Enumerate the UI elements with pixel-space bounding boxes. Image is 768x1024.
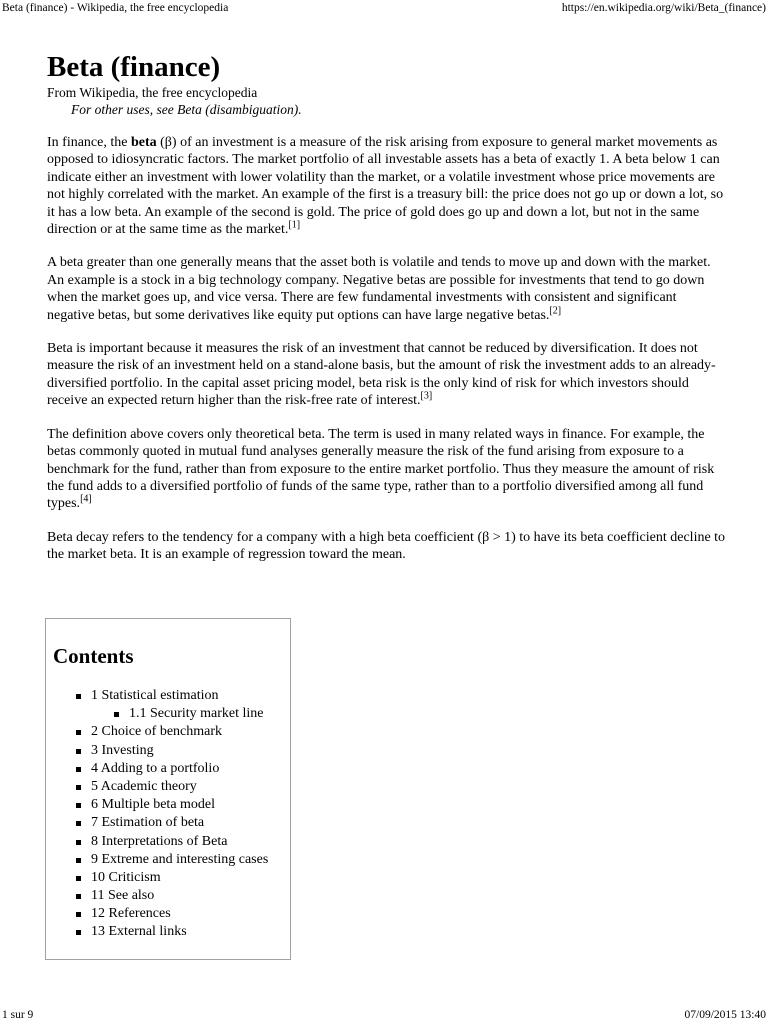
page-number: 1 sur 9 — [2, 1009, 34, 1021]
reference-link[interactable]: [2] — [549, 305, 562, 316]
toc-item[interactable] — [76, 723, 268, 741]
toc-item-label[interactable]: 12 References — [91, 906, 171, 922]
toc-item-label[interactable]: 11 See also — [91, 888, 155, 904]
paragraph-text: Beta decay refers to the tendency for a company with a high beta coefficient (β > 1) to have its beta coefficient decline to the market beta. It is an example of regression toward the mean. — [47, 529, 726, 563]
toc-list — [76, 687, 268, 942]
bullet-icon — [76, 694, 81, 699]
toc-item-label[interactable]: 2 Choice of benchmark — [91, 724, 223, 740]
toc-item-label[interactable]: 10 Criticism — [91, 869, 161, 885]
toc-item[interactable] — [76, 742, 268, 760]
site-subtitle: From Wikipedia, the free encyclopedia — [47, 85, 258, 100]
toc-item[interactable] — [76, 778, 268, 796]
bullet-icon — [76, 803, 81, 808]
paragraph-greater-than-one — [47, 254, 727, 324]
paragraph-definition — [47, 426, 727, 513]
toc-item[interactable] — [76, 887, 268, 905]
bullet-icon — [76, 894, 81, 899]
bullet-icon — [76, 876, 81, 881]
paragraph-text: The definition above covers only theoretical beta. The term is used in many related ways in finance. For example, the betas commonly quoted in mutual fund analyses generally measure the risk of the fund arising from exposure to a benchmark for the fund, rather than from exposure to the entire market portfolio. Thus they measure the amount of risk the fund adds to a diversified portfolio of funds of the same type, rather than to a portfolio diversified among all fund types. — [47, 426, 715, 512]
reference-link[interactable]: [4] — [80, 493, 92, 505]
paragraph-text: Beta is important because it measures the risk of an investment that cannot be reduced by diversification. It does not measure the risk of an investment held on a stand-alone basis, but the amount of risk the investment adds to an already-diversified portfolio. In the capital asset pricing model, beta risk is the only kind of risk for which investors should receive an expected return higher than the risk-free rate of interest. — [47, 341, 716, 409]
toc-title: Contents — [53, 644, 134, 668]
bullet-icon — [76, 785, 81, 790]
toc-item[interactable] — [76, 833, 268, 851]
toc-item[interactable] — [76, 923, 268, 941]
toc-item[interactable] — [76, 905, 268, 923]
toc-item-label[interactable]: 8 Interpretations of Beta — [91, 833, 228, 849]
table-of-contents — [45, 618, 291, 960]
paragraph-text: In finance, the — [47, 135, 131, 150]
bullet-icon — [76, 730, 81, 735]
paragraph-importance — [47, 340, 727, 410]
bullet-icon — [76, 840, 81, 845]
toc-item-label[interactable]: 3 Investing — [91, 742, 154, 758]
print-datetime: 07/09/2015 13:40 — [684, 1009, 766, 1021]
bullet-icon — [114, 712, 119, 717]
print-header-title: Beta (finance) - Wikipedia, the free encyclopedia — [2, 2, 229, 14]
paragraph-text: A beta greater than one generally means that the asset both is volatile and tends to move up and down with the market. An example is a stock in a big technology company. Negative betas are possible for investments that tend to go down when the market goes up, and vice versa. There are few fundamental investments with consistent and significant negative betas, but some derivatives like equity put options can have large negative betas. — [47, 255, 711, 323]
reference-link[interactable]: [1] — [288, 219, 301, 231]
bold-term-beta: beta — [130, 135, 157, 150]
paragraph-text: (β) of an investment is a measure of the risk arising from exposure to general market movements as opposed to idiosyncratic factors. The market portfolio of all investable assets has a beta of exactly 1. A beta below 1 can indicate either an investment with lower volatility than the market, or a volatile investment whose price movements are not highly correlated with the market. An example of the first is a treasury bill: the price does not go up or down a lot, so it has a low beta. An example of the second is gold. The price of gold does go up and down a lot, but not in the same direction or at the same time as the market. — [47, 135, 724, 238]
toc-item[interactable] — [76, 814, 268, 832]
toc-item[interactable] — [76, 760, 268, 778]
toc-subitem[interactable] — [76, 705, 268, 723]
toc-item[interactable] — [76, 796, 268, 814]
bullet-icon — [76, 821, 81, 826]
bullet-icon — [76, 767, 81, 772]
toc-item-label[interactable]: 4 Adding to a portfolio — [91, 760, 220, 776]
bullet-icon — [76, 912, 81, 917]
toc-item[interactable] — [76, 851, 268, 869]
reference-link[interactable]: [3] — [420, 390, 433, 402]
bullet-icon — [76, 749, 81, 754]
print-header-url[interactable]: https://en.wikipedia.org/wiki/Beta_(finance) — [561, 2, 766, 14]
toc-item[interactable] — [76, 687, 268, 705]
toc-item-label[interactable]: 13 External links — [91, 924, 187, 940]
toc-item-label[interactable]: 1.1 Security market line — [129, 706, 264, 722]
toc-item-label[interactable]: 9 Extreme and interesting cases — [91, 851, 269, 867]
toc-item-label[interactable]: 6 Multiple beta model — [91, 797, 216, 813]
toc-item-label[interactable]: 5 Academic theory — [91, 778, 197, 794]
article-content — [47, 50, 727, 580]
bullet-icon — [76, 858, 81, 863]
disambiguation-hatnote[interactable]: For other uses, see Beta (disambiguation). — [71, 102, 302, 117]
toc-item-label[interactable]: 1 Statistical estimation — [91, 688, 219, 703]
paragraph-beta-decay — [47, 529, 727, 564]
toc-item[interactable] — [76, 869, 268, 887]
toc-item-label[interactable]: 7 Estimation of beta — [91, 815, 205, 831]
bullet-icon — [76, 930, 81, 935]
paragraph-intro — [47, 134, 727, 238]
page-title: Beta (finance) — [47, 51, 221, 83]
